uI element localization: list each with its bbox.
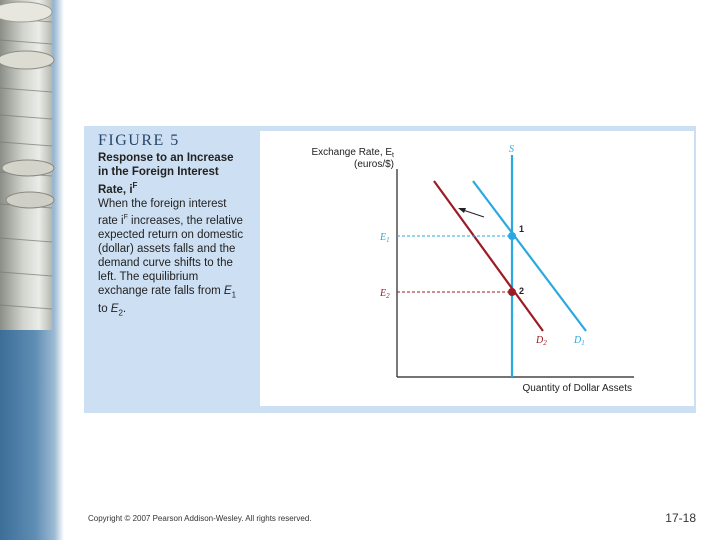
copyright-text: Copyright © 2007 Pearson Addison-Wesley. All rights reserved. [88,514,312,523]
figure-number: FIGURE 5 [98,132,180,149]
rate-label-e2: $E_2$ [380,288,390,300]
equilibrium-point-2 [508,288,516,296]
caption-period: . [122,302,127,315]
caption-line-8a: to [98,302,111,315]
figure-heading-line-3-text: Rate, i [98,183,133,196]
caption-e1-sub: 1 [231,289,237,299]
demand-curve-d1 [473,181,586,331]
caption-line-1: When the foreign interest [98,197,227,210]
figure-heading-sup: F [132,181,138,190]
caption-line-4: (dollar) assets falls and the [98,242,236,255]
rate-label-e1: $E_1$ [380,232,390,244]
caption-e2: E [110,302,119,315]
caption-sup: F [123,213,128,221]
slide-number: 17-18 [665,511,696,525]
shift-arrowhead [458,208,466,213]
equilibrium-label-2: 2 [519,286,525,296]
equilibrium-label-1: 1 [519,224,525,234]
caption-line-6: left. The equilibrium [98,270,199,283]
caption-line-8 [98,302,258,320]
caption-e1: E [223,284,232,297]
supply-label: S [509,144,514,155]
caption-line-2 [98,211,258,228]
figure-heading-line-3 [98,179,258,197]
caption-line-7 [98,284,258,302]
demand-label-d1: $D_1$ [574,335,585,347]
caption-line-3: expected return on domestic [98,228,244,241]
figure-heading-line-2: in the Foreign Interest [98,166,219,178]
y-axis-unit: (euros/$) [353,159,394,170]
caption-e2-sub: 2 [118,308,123,318]
coin-stack-image [0,0,64,340]
demand-label-d2: $D_2$ [536,335,547,347]
caption-line-7a: exchange rate falls from [98,284,224,297]
figure-heading-line-1: Response to an Increase [98,152,234,164]
figure-caption [98,197,258,320]
caption-line-2b: increases, the relative [127,214,243,227]
chart-panel [260,131,694,406]
equilibrium-point-1 [508,232,516,240]
demand-curve-d2 [434,181,543,331]
x-axis-label: Quantity of Dollar Assets [522,383,632,394]
figure-text-panel [98,133,258,320]
figure-heading [98,151,258,197]
y-axis-label: Exchange Rate, $E_t$ [311,147,394,159]
exchange-rate-chart [260,131,694,406]
caption-line-2a: rate i [98,214,124,227]
caption-line-5: demand curve shifts to the [98,256,233,269]
